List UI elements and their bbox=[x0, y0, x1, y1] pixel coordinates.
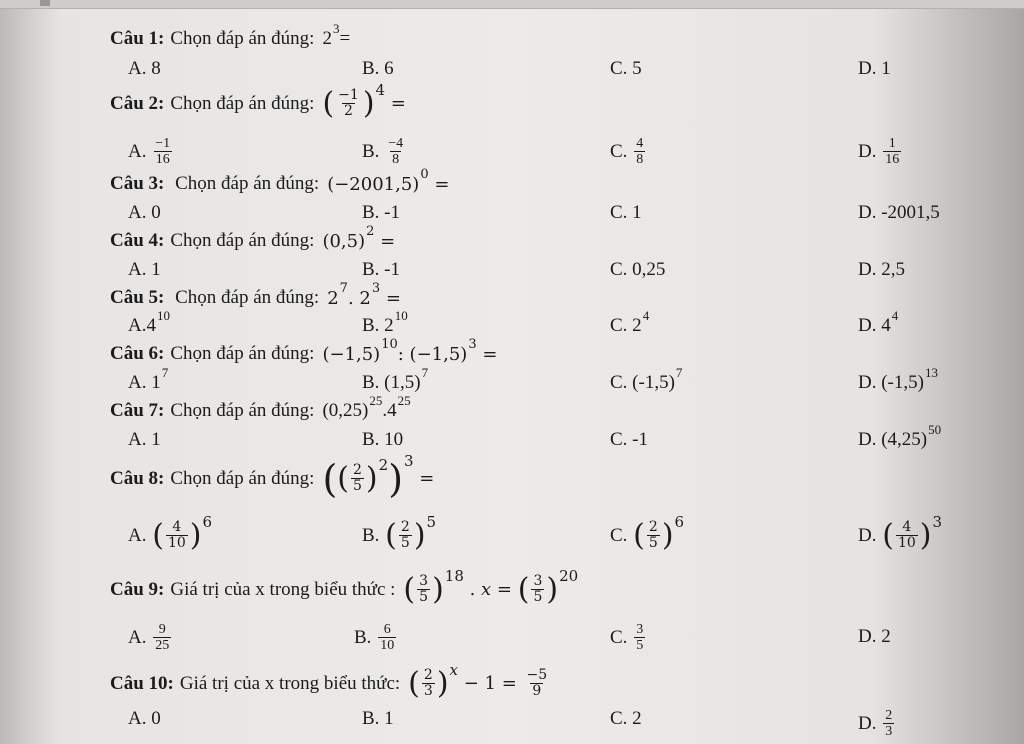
option-b[interactable]: B. ( $\frac{2}{5}$ ) 5 bbox=[362, 512, 437, 553]
question-text: Chọn đáp án đúng: bbox=[170, 400, 315, 421]
option-d[interactable]: D. (4,25) 50 bbox=[858, 422, 942, 450]
question-expression: 2 3 = bbox=[322, 21, 351, 49]
question-text: Chọn đáp án đúng: bbox=[175, 287, 320, 308]
option-a[interactable]: A. 1 bbox=[128, 259, 161, 280]
option-b[interactable]: B. 1 bbox=[362, 708, 394, 729]
question-label: Câu 3: bbox=[110, 173, 165, 194]
question-label: Câu 5: bbox=[110, 287, 165, 308]
question-4 bbox=[110, 223, 396, 252]
question-5 bbox=[110, 280, 401, 309]
option-a[interactable]: A. 0 bbox=[128, 708, 161, 729]
question-label: Câu 2: bbox=[110, 92, 165, 114]
option-d[interactable]: D. $\frac{1}{16}$ bbox=[858, 136, 900, 167]
option-b[interactable]: B. -1 bbox=[362, 259, 400, 280]
question-expression: ( $\frac{2}{3}$ ) x − 1 = $\frac{-5}{9}$ bbox=[408, 660, 548, 701]
question-label: Câu 8: bbox=[110, 467, 165, 489]
option-a[interactable]: A.4 10 bbox=[128, 308, 170, 336]
option-d[interactable]: D. 2,5 bbox=[858, 259, 905, 280]
question-expression: (−1,5) 10 : (−1,5) 3 = bbox=[322, 336, 498, 365]
question-expression: ( $\frac{-1}{2}$ ) 4 = bbox=[322, 80, 406, 121]
option-a[interactable]: A. 1 bbox=[128, 429, 161, 450]
option-c[interactable]: C. (-1,5) 7 bbox=[610, 365, 683, 393]
question-text: Chọn đáp án đúng: bbox=[175, 173, 320, 194]
option-a[interactable]: A. ( $\frac{4}{10}$ ) 6 bbox=[128, 512, 213, 553]
option-a[interactable]: A. 1 7 bbox=[128, 365, 169, 393]
question-text: Chọn đáp án đúng: bbox=[170, 467, 315, 489]
marker-icon bbox=[40, 0, 50, 6]
option-a[interactable]: A. 0 bbox=[128, 202, 161, 223]
question-text: Chọn đáp án đúng: bbox=[170, 343, 315, 364]
question-2 bbox=[110, 80, 406, 121]
option-d[interactable]: D. -2001,5 bbox=[858, 202, 940, 223]
question-text: Giá trị của x trong biểu thức : bbox=[170, 578, 396, 600]
question-expression: ( $\frac{3}{5}$ ) 18 . x = ( $\frac{3}{5}$ ) 20 bbox=[403, 566, 579, 607]
question-expression: ( ( $\frac{2}{5}$ ) 2 ) 3 = bbox=[322, 451, 435, 501]
question-expression: (0,5) 2 = bbox=[322, 223, 396, 252]
option-b[interactable]: B. 10 bbox=[362, 429, 404, 450]
option-c[interactable]: C. 0,25 bbox=[610, 259, 666, 280]
question-3 bbox=[110, 166, 450, 195]
question-text: Chọn đáp án đúng: bbox=[170, 28, 315, 49]
question-label: Câu 10: bbox=[110, 672, 174, 694]
question-9 bbox=[110, 566, 579, 607]
question-8 bbox=[110, 451, 435, 501]
option-d[interactable]: D. $\frac{2}{3}$ bbox=[858, 708, 893, 739]
option-d[interactable]: D. 1 bbox=[858, 58, 891, 79]
option-b[interactable]: B. $\frac{-4}{8}$ bbox=[362, 136, 404, 167]
question-label: Câu 7: bbox=[110, 400, 165, 421]
question-expression: (−2001,5) 0 = bbox=[327, 166, 450, 195]
option-c[interactable]: C. 2 bbox=[610, 708, 642, 729]
question-text: Chọn đáp án đúng: bbox=[170, 92, 315, 114]
option-c[interactable]: C. 5 bbox=[610, 58, 642, 79]
question-label: Câu 6: bbox=[110, 343, 165, 364]
question-text: Chọn đáp án đúng: bbox=[170, 230, 315, 251]
option-d[interactable]: D. 2 bbox=[858, 626, 891, 647]
option-c[interactable]: C. 1 bbox=[610, 202, 642, 223]
option-a[interactable]: A. $\frac{-1}{16}$ bbox=[128, 136, 171, 167]
option-c[interactable]: C. 2 4 bbox=[610, 308, 650, 336]
question-10 bbox=[110, 660, 551, 701]
question-expression: (0,25) 25 .4 25 bbox=[322, 393, 411, 421]
option-d[interactable]: D. ( $\frac{4}{10}$ ) 3 bbox=[858, 512, 943, 553]
question-expression: 2 7 . 2 3 = bbox=[327, 280, 401, 309]
option-c[interactable]: C. ( $\frac{2}{5}$ ) 6 bbox=[610, 512, 685, 553]
question-text: Giá trị của x trong biểu thức: bbox=[179, 672, 401, 694]
question-7 bbox=[110, 393, 411, 422]
option-a[interactable]: A. 8 bbox=[128, 58, 161, 79]
option-b[interactable]: B. (1,5) 7 bbox=[362, 365, 429, 393]
option-b[interactable]: B. 6 bbox=[362, 58, 394, 79]
option-b[interactable]: B. 2 10 bbox=[362, 308, 408, 336]
question-label: Câu 4: bbox=[110, 230, 165, 251]
question-6 bbox=[110, 336, 498, 365]
option-b[interactable]: B. -1 bbox=[362, 202, 400, 223]
option-b[interactable]: B. $\frac{6}{10}$ bbox=[354, 622, 395, 653]
option-c[interactable]: C. $\frac{4}{8}$ bbox=[610, 136, 644, 167]
option-c[interactable]: C. $\frac{3}{5}$ bbox=[610, 622, 644, 653]
worksheet bbox=[0, 8, 1024, 744]
option-d[interactable]: D. (-1,5) 13 bbox=[858, 365, 938, 393]
option-d[interactable]: D. 4 4 bbox=[858, 308, 899, 336]
question-1 bbox=[110, 21, 351, 50]
question-label: Câu 9: bbox=[110, 578, 165, 600]
option-a[interactable]: A. $\frac{9}{25}$ bbox=[128, 622, 170, 653]
option-c[interactable]: C. -1 bbox=[610, 429, 648, 450]
question-label: Câu 1: bbox=[110, 28, 165, 49]
